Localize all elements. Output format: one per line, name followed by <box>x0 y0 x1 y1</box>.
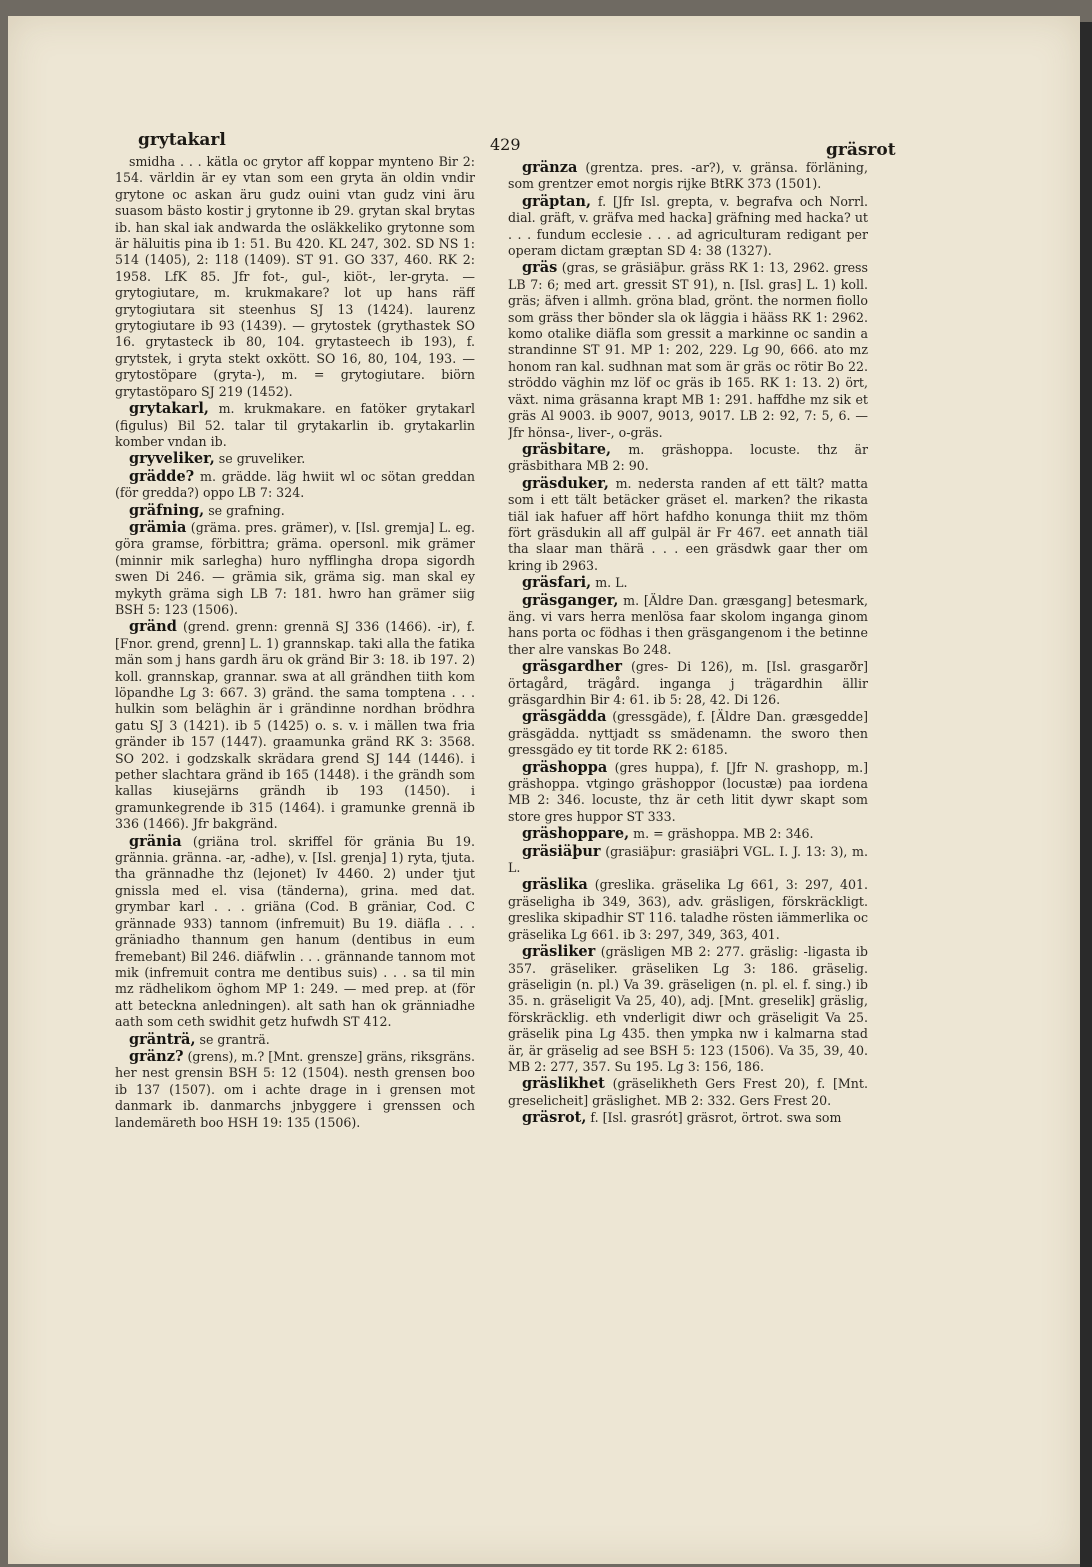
headword: grädde? <box>129 467 195 485</box>
entry-text: (grentza. pres. -ar?), v. gränsa. förläning, som grentzer emot norgis rijke BtRK 373 (1501). <box>508 160 868 192</box>
headword: gräptan, <box>522 192 591 210</box>
entry-text: (grasiäþur: grasiäþri VGL. I. J. 13: 3), m. L. <box>508 843 868 876</box>
headword: gräsduker, <box>522 474 609 492</box>
dictionary-entry <box>115 619 475 832</box>
headword: gräsfari, <box>522 574 592 592</box>
entry-text: f. [Jfr Isl. grepta, v. begrafva och Norrl. dial. gräft, v. gräfva med hacka] gräfning med hacka? ut . . . fundum ecclesie . . . ad agriculturam redigant per operam dictam græptan SD 4: 38 (1327). <box>508 193 868 259</box>
entry-text: (gräselikheth Gers Frest 20), f. [Mnt. greselicheit] gräslighet. MB 2: 332. Gers Frest 20. <box>508 1076 868 1108</box>
entry-text: m. grädde. läg hwiit wl oc sötan greddan (för gredda?) oppo LB 7: 324. <box>115 468 475 501</box>
dictionary-entry <box>508 1110 868 1126</box>
entry-text: m. nedersta randen af ett tält? matta som i ett tält betäcker gräset el. marken? the rikasta tiäl iak hafuer aff hört hafdho konunga thiit mz thöm fört gräsdukin all aff gulpäl är Fr 467. eet annath tiäl tha slaar man thärä . . . een gräsdwk gaar ther om kring ib 2963. <box>508 475 868 573</box>
dictionary-entry <box>508 160 868 193</box>
headword: gräslikhet <box>522 1075 605 1093</box>
entry-text: f. [Isl. grasrót] gräsrot, örtrot. swa som <box>590 1110 842 1126</box>
entry-text: m. gräshoppa. locuste. thz är gräsbithara MB 2: 90. <box>508 441 868 474</box>
dictionary-entry <box>115 503 475 519</box>
headword: gräslika <box>522 876 588 894</box>
headword: grämia <box>129 518 187 536</box>
dictionary-entry <box>508 194 868 260</box>
headword: gränträ, <box>129 1030 196 1048</box>
headword: gränza <box>522 160 578 176</box>
dictionary-entry <box>115 834 475 1031</box>
running-head-left: grytakarl <box>138 130 226 150</box>
headword: gränd <box>129 618 177 636</box>
headword: gräs <box>522 259 558 277</box>
dictionary-entry <box>115 1032 475 1048</box>
dictionary-entry <box>508 944 868 1075</box>
running-head-right: gräsrot <box>826 140 896 160</box>
entry-text: m. L. <box>595 575 628 591</box>
headword: gräshoppare, <box>522 825 630 843</box>
headword: gryveliker, <box>129 450 215 468</box>
entry-text: se gruveliker. <box>218 451 306 467</box>
dictionary-entry <box>508 260 868 440</box>
dictionary-entry <box>508 593 868 659</box>
dictionary-entry <box>508 877 868 943</box>
dictionary-entry <box>115 1049 475 1131</box>
headword: grytakarl, <box>129 400 209 418</box>
dictionary-entry <box>115 469 475 502</box>
dictionary-entry <box>115 401 475 450</box>
entry-text: (gras, se gräsiäþur. gräss RK 1: 13, 2962. gress LB 7: 6; med art. gressit ST 91), n. [Isl. gras] L. 1) koll. gräs; äfven i allmh. gröna blad, grönt. the normen fiollo som gräss ther bönder sla ok läggia i hääss RK 1: 2962. komo otalike diäfla som gressit a markinne oc sandin a strandinne ST 91. MP 1: 202, 229. Lg 90, 666. ato mz honom ran kal. sudhnan mat som är gräs oc rötir Bo 22. ströddo väghin mz löf oc gräs ib 165. RK 1: 13. 2) ört, växt. nima gräsanna krapt MB 1: 291. haffdhe mz sik et gräs Al 9003. ib 9007, 9013, 9017. LB 2: 92, 7: 5, 6. — Jfr hönsa-, liver-, o-gräs. <box>508 260 868 440</box>
headword: gräsgädda <box>522 708 607 726</box>
page-number: 429 <box>490 135 521 154</box>
headword: gränz? <box>129 1047 184 1065</box>
headword: gränia <box>129 832 182 850</box>
entry-text: (greslika. gräselika Lg 661, 3: 297, 401. gräseligha ib 349, 363), adv. gräsligen, förskräckligt. greslika skipadhir ST 116. taladhe rösten iämmerlika oc gräselika Lg 661. ib 3: 297, 349, 363, 401. <box>508 877 868 942</box>
headword: gräsiäþur <box>522 842 601 860</box>
dictionary-entry <box>508 575 868 591</box>
entry-text: (gres huppa), f. [Jfr N. grashopp, m.] gräshoppa. vtgingo gräshoppor (locustæ) paa iordena MB 2: 346. locuste, thz är ceth litit dywr skapt som store gres huppor ST 333. <box>508 759 868 824</box>
dictionary-entry <box>115 520 475 618</box>
headword: gräsbitare, <box>522 440 611 458</box>
dictionary-entry <box>508 826 868 842</box>
dictionary-entry <box>508 659 868 708</box>
entry-text: (grens), m.? [Mnt. grensze] gräns, riksgräns. her nest grensin BSH 5: 12 (1504). nesth grensen boo ib 137 (1507). om i achte drage in i grensen mot danmark ib. danmarchs jnbyggere i grenssen och landemäreth boo HSH 19: 135 (1506). <box>115 1048 475 1130</box>
dictionary-entry <box>508 760 868 826</box>
dictionary-entry <box>115 154 475 400</box>
left-column <box>115 154 475 1374</box>
entry-text: m. krukmakare. en fatöker grytakarl (figulus) Bil 52. talar til grytakarlin ib. grytakarlin komber vndan ib. <box>115 401 475 449</box>
page-edge-shadow <box>1080 22 1092 1567</box>
entry-text: (gressgäde), f. [Äldre Dan. græsgedde] gräsgädda. nyttjadt ss smädenamn. the sworo then gressgädo ey tit torde RK 2: 6185. <box>508 709 868 758</box>
dictionary-entry <box>508 709 868 758</box>
headword: gräsrot, <box>522 1109 587 1127</box>
dictionary-entry <box>508 844 868 877</box>
right-column <box>508 160 868 1380</box>
headword: gräshoppa <box>522 758 608 776</box>
headword: gräsliker <box>522 943 596 961</box>
headword: gräsganger, <box>522 591 619 609</box>
entry-text: se granträ. <box>199 1031 270 1047</box>
entry-text: (griäna trol. skriffel för gränia Bu 19. grännia. gränna. -ar, -adhe), v. [Isl. grenja] 1) ryta, tjuta. tha grännadhe thz (lejonet) Iv 4460. 2) under tjut gnissla med el. visa (tänderna), grina. med dat. grymbar karl . . . griäna (Cod. B gräniar, Cod. C grännade 933) tannom (infremuit) Bu 19. diäfla . . . gräniadho thannum gen hanum (dentibus in eum fremebant) Bil 246. diäfwlin . . . grännande tannom mot mik (infremuit contra me dentibus suis) . . . sa til min mz rädhelikom öghom MP 1: 249. — med prep. at (för att beteckna anledningen). alt sath han ok gränniadhe aath som ceth swidhit getz hufwdh ST 412. <box>115 833 475 1030</box>
dictionary-entry <box>508 476 868 574</box>
headword: gräsgardher <box>522 658 623 676</box>
entry-text: (gräsligen MB 2: 277. gräslig: -ligasta ib 357. gräseliker. gräseliken Lg 3: 186. gräselig. gräseligin (n. pl.) Va 39. gräseligen (n. pl. el. f. sing.) ib 35. n. gräseligit Va 25, 40), adj. [Mnt. greselik] gräslig, förskräcklig. eth vnderligit diwr och gräseligit Va 25. gräselik pina Lg 435. then ympka nw i kalmarna stad är, är gräselig ad see BSH 5: 123 (1506). Va 35, 39, 40. MB 2: 277, 357. Su 195. Lg 3: 156, 186. <box>508 944 868 1074</box>
entry-text: m. = gräshoppa. MB 2: 346. <box>633 826 814 842</box>
entry-text: (grend. grenn: grennä SJ 336 (1466). -ir), f. [Fnor. grend, grenn] L. 1) grannskap. taki alla the fatika män som j hans gardh äru ok gränd Bir 3: 18. ib 197. 2) koll. grannskap, grannar. swa at all grändhen tiith kom löpandhe Lg 3: 667. 3) gränd. the sama tomptena . . . hulkin som beläghin är i grändinne nordhan brödhra gatu SJ 3 (1421). ib 5 (1425) o. s. v. i mällen twa fria gränder ib 157 (1447). graamunka gränd RK 3: 3568. SO 202. i godzskalk skrädara grend SJ 144 (1446). i pether slachtara gränd ib 165 (1448). i the grändh som kallas kiusejärns grändh ib 193 (1450). i gramunkegrende ib 315 (1464). i gramunke grennä ib 336 (1466). Jfr bakgränd. <box>115 619 475 832</box>
entry-text: se grafning. <box>208 502 285 518</box>
dictionary-entry <box>508 442 868 475</box>
dictionary-entry <box>115 451 475 467</box>
entry-text: (gräma. pres. grämer), v. [Isl. gremja] L. eg. göra gramse, förbittra; gräma. opersonl. mik grämer (minnir mik sarlegha) huro nyfflingha dropa sigordh swen Di 246. — grämia sik, gräma sig. man skal ey mykyth gräma sigh LB 7: 181. hwro han grämer siig BSH 5: 123 (1506). <box>115 519 475 617</box>
entry-text: (gres- Di 126), m. [Isl. grasgarðr] örtagård, trägård. inganga j trägardhin ällir gräsgardhin Bir 4: 61. ib 5: 28, 42. Di 126. <box>508 659 868 707</box>
headword: gräfning, <box>129 501 205 519</box>
entry-text: smidha . . . kätla oc grytor aff koppar mynteno Bir 2: 154. världin är ey vtan som een gryta än oldin vndir grytone oc askan äru gudz ouini vtan gudz vini äru suasom bästo kostir j grytonne ib 29. grytan skal brytas ib. han skal iak andwarda the osläkkeliko grytonne som är häluitis pina ib 1: 51. Bu 420. KL 247, 302. SD NS 1: 514 (1405), 2: 118 (1409). ST 91. GO 337, 460. RK 2: 1958. LfK 85. Jfr fot-, gul-, kiöt-, ler-gryta. — grytogiutare, m. krukmakare? lot up hans räff grytogiutara sit steenhus SJ 13 (1424). laurenz grytogiutare ib 93 (1439). — grytostek (grythastek SO 16. grytasteck ib 80, 104. grytasteech ib 193), f. grytstek, i gryta stekt oxkött. SO 16, 80, 104, 193. — grytostöpare (gryta-), m. = grytogiutare. biörn grytastöparo SJ 219 (1452). <box>115 154 475 399</box>
dictionary-entry <box>508 1076 868 1109</box>
entry-text: m. [Äldre Dan. græsgang] betesmark, äng. vi vars herra menlösa faar skolom inganga ginom hans porta oc födhas i then gräsgangenom i the betinne ther alre vanskas Bo 248. <box>508 592 868 657</box>
